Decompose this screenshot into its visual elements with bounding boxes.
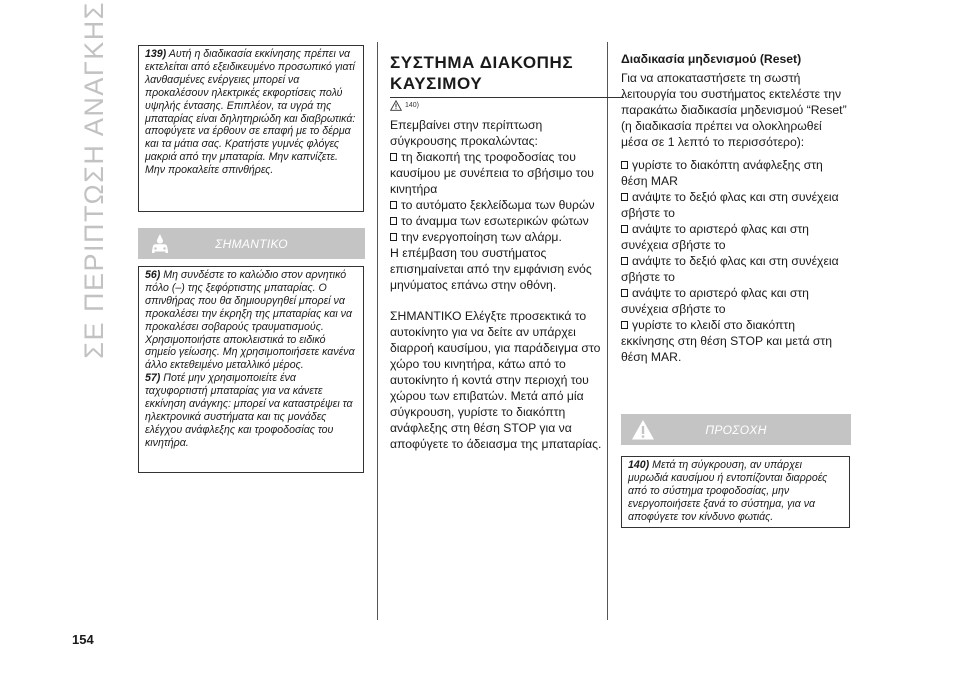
bullet-item: τη διακοπή της τροφοδοσίας του καυσίμου με συνέπεια το σβήσιμο του κινητήρα (390, 150, 594, 196)
reset-step: ανάψτε το αριστερό φλας και στη συνέχεια σβήστε το (621, 286, 809, 316)
reset-step: γυρίστε το κλειδί στο διακόπτη εκκίνησης στη θέση STOP και μετά στη θέση MAR. (621, 318, 833, 364)
note-text: Ποτέ μην χρησιμοποιείτε ένα ταχυφορτιστή μπαταρίας για να κάνετε εκκίνηση ανάγκης: μπορεί να καταστρέψει τα ηλεκτρονικά συστήματα και τις μονάδες ελέγχου ανάφλεξης και τροφοδοσίας του κινητήρα. (145, 372, 353, 449)
bullet-item: το άναμμα των εσωτερικών φώτων (390, 213, 602, 229)
bullet-item: την ενεργοποίηση των αλάρμ. (390, 229, 602, 245)
column-divider-right (607, 42, 608, 620)
bullet-square-icon (621, 321, 628, 329)
warning-box-139-text (145, 48, 358, 177)
caution-banner-label: ΠΡΟΣΟΧΗ (705, 422, 767, 437)
warning-text: Αυτή η διαδικασία εκκίνησης πρέπει να εκτελείται από εξειδικευμένο προσωπικό γιατί λανθασμένες ενέργειες μπορεί να προκαλέσουν ηλεκτρικές εκφορτίσεις πολύ υψηλής έντασης. Επιπλέον, τα υγρά της μπαταρίας είναι δηλητηριώδη και διαβρωτικά: αποφύγετε να έρθουν σε επαφή με το δέρμα και τα μάτια σας. Κρατήστε γυμνές φλόγες μακριά από την μπαταρία. Μην καπνίζετε. Μην προκαλείτε σπινθήρες. (145, 48, 356, 177)
section-title (390, 52, 624, 98)
section-title-line-2: ΚΑΥΣΙΜΟΥ (390, 74, 483, 93)
bullet-square-icon (390, 153, 397, 161)
bullet-square-icon (621, 193, 628, 201)
section-title-line-1: ΣΥΣΤΗΜΑ ΔΙΑΚΟΠΗΣ (390, 53, 574, 72)
bullet-square-icon (621, 225, 628, 233)
reset-procedure-body (621, 70, 851, 365)
reset-procedure-heading: Διαδικασία μηδενισμού (Reset) (621, 52, 802, 66)
reset-intro: Για να αποκαταστήσετε τη σωστή λειτουργία του συστήματος εκτελέστε την παρακάτω διαδικασία μηδενισμού “Reset” (η διαδικασία πρέπει να ολοκληρωθεί μέσα σε 1 λεπτό το περισσότερο): (621, 71, 847, 149)
reset-step: γυρίστε το διακόπτη ανάφλεξης στη θέση MAR (621, 158, 823, 188)
warning-triangle-icon (390, 100, 402, 111)
caution-box-140-text (628, 459, 844, 524)
fuel-cutoff-important-text: ΣΗΜΑΝΤΙΚΟ Ελέγξτε προσεκτικά το αυτοκίνητο για να δείτε αν υπάρχει διαρροή καυσίμου, για παράδειγμα στο χώρο του κινητήρα, κάτω από το αυτοκίνητο ή κοντά στην περιοχή του χώρου των επιβατών. Μετά από μία σύγκρουση, γυρίστε το διακόπτη ανάφλεξης στη θέση STOP για να αποφύγετε το άδειασμα της μπαταρίας. (390, 309, 602, 451)
bullet-square-icon (621, 257, 628, 265)
important-banner (138, 228, 365, 259)
paragraph-gap (621, 150, 851, 157)
important-note-57 (145, 372, 358, 449)
important-banner-label: ΣΗΜΑΝΤΙΚΟ (215, 236, 288, 251)
fuel-cutoff-intro: Επεμβαίνει στην περίπτωση σύγκρουσης προκαλώντας: (390, 118, 543, 148)
bullet-square-icon (621, 161, 628, 169)
page-number: 154 (72, 632, 94, 647)
caution-box-140 (621, 456, 850, 528)
column-divider-left (377, 42, 378, 620)
ref-number: 57) (145, 372, 161, 385)
fuel-cutoff-body (390, 117, 602, 452)
chapter-side-title (78, 1, 110, 359)
bullet-square-icon (621, 289, 628, 297)
ref-number: 139) (145, 48, 167, 60)
bullet-item: το αυτόματο ξεκλείδωμα των θυρών (390, 197, 602, 213)
ref-number: 56) (145, 269, 161, 281)
fuel-cutoff-signal-text: Η επέμβαση του συστήματος επισημαίνεται από την εμφάνιση ενός μηνύματος επάνω στην οθόνη. (390, 246, 592, 292)
bullet-square-icon (390, 201, 397, 209)
chapter-title-text: ΣΕ ΠΕΡΙΠΤΩΣΗ ΑΝΑΓΚΗΣ (78, 1, 109, 359)
ref-number: 140) (628, 459, 650, 471)
reset-step: ανάψτε το αριστερό φλας και στη συνέχεια σβήστε το (621, 222, 809, 252)
important-box (138, 266, 364, 473)
paragraph-gap (390, 293, 602, 308)
bullet-square-icon (390, 233, 397, 241)
caution-banner (621, 414, 851, 445)
warning-reference (390, 100, 419, 111)
bullet-square-icon (390, 217, 397, 225)
warning-box-139 (138, 45, 364, 212)
important-note-56 (145, 269, 358, 372)
note-text: Μη συνδέστε το καλώδιο στον αρνητικό πόλο (–) της ξεφόρτιστης μπαταρίας. Ο σπινθήρας που θα δημιουργηθεί μπορεί να προκαλέσει την έκρηξη της μπαταρίας και να προκαλέσει σοβαρούς τραυματισμούς. Χρησιμοποιήστε αποκλειστικά το ειδικό σημείο γείωσης. Μη χρησιμοποιήσετε κανένα άλλο εκτεθειμένο μεταλλικό μέρος. (145, 269, 355, 372)
caution-text: Μετά τη σύγκρουση, αν υπάρχει μυρωδιά καυσίμου ή εντοπίζονται διαρροές από το σύστημα τροφοδοσίας, μην ενεργοποιήσετε ξανά το σύστημα, για να αποφύγετε τον κίνδυνο φωτιάς. (628, 459, 828, 523)
reset-step: ανάψτε το δεξιό φλας και στη συνέχεια σβήστε το (621, 254, 839, 284)
warning-ref-number: 140) (405, 102, 420, 109)
reset-step: ανάψτε το δεξιό φλας και στη συνέχεια σβήστε το (621, 190, 839, 220)
